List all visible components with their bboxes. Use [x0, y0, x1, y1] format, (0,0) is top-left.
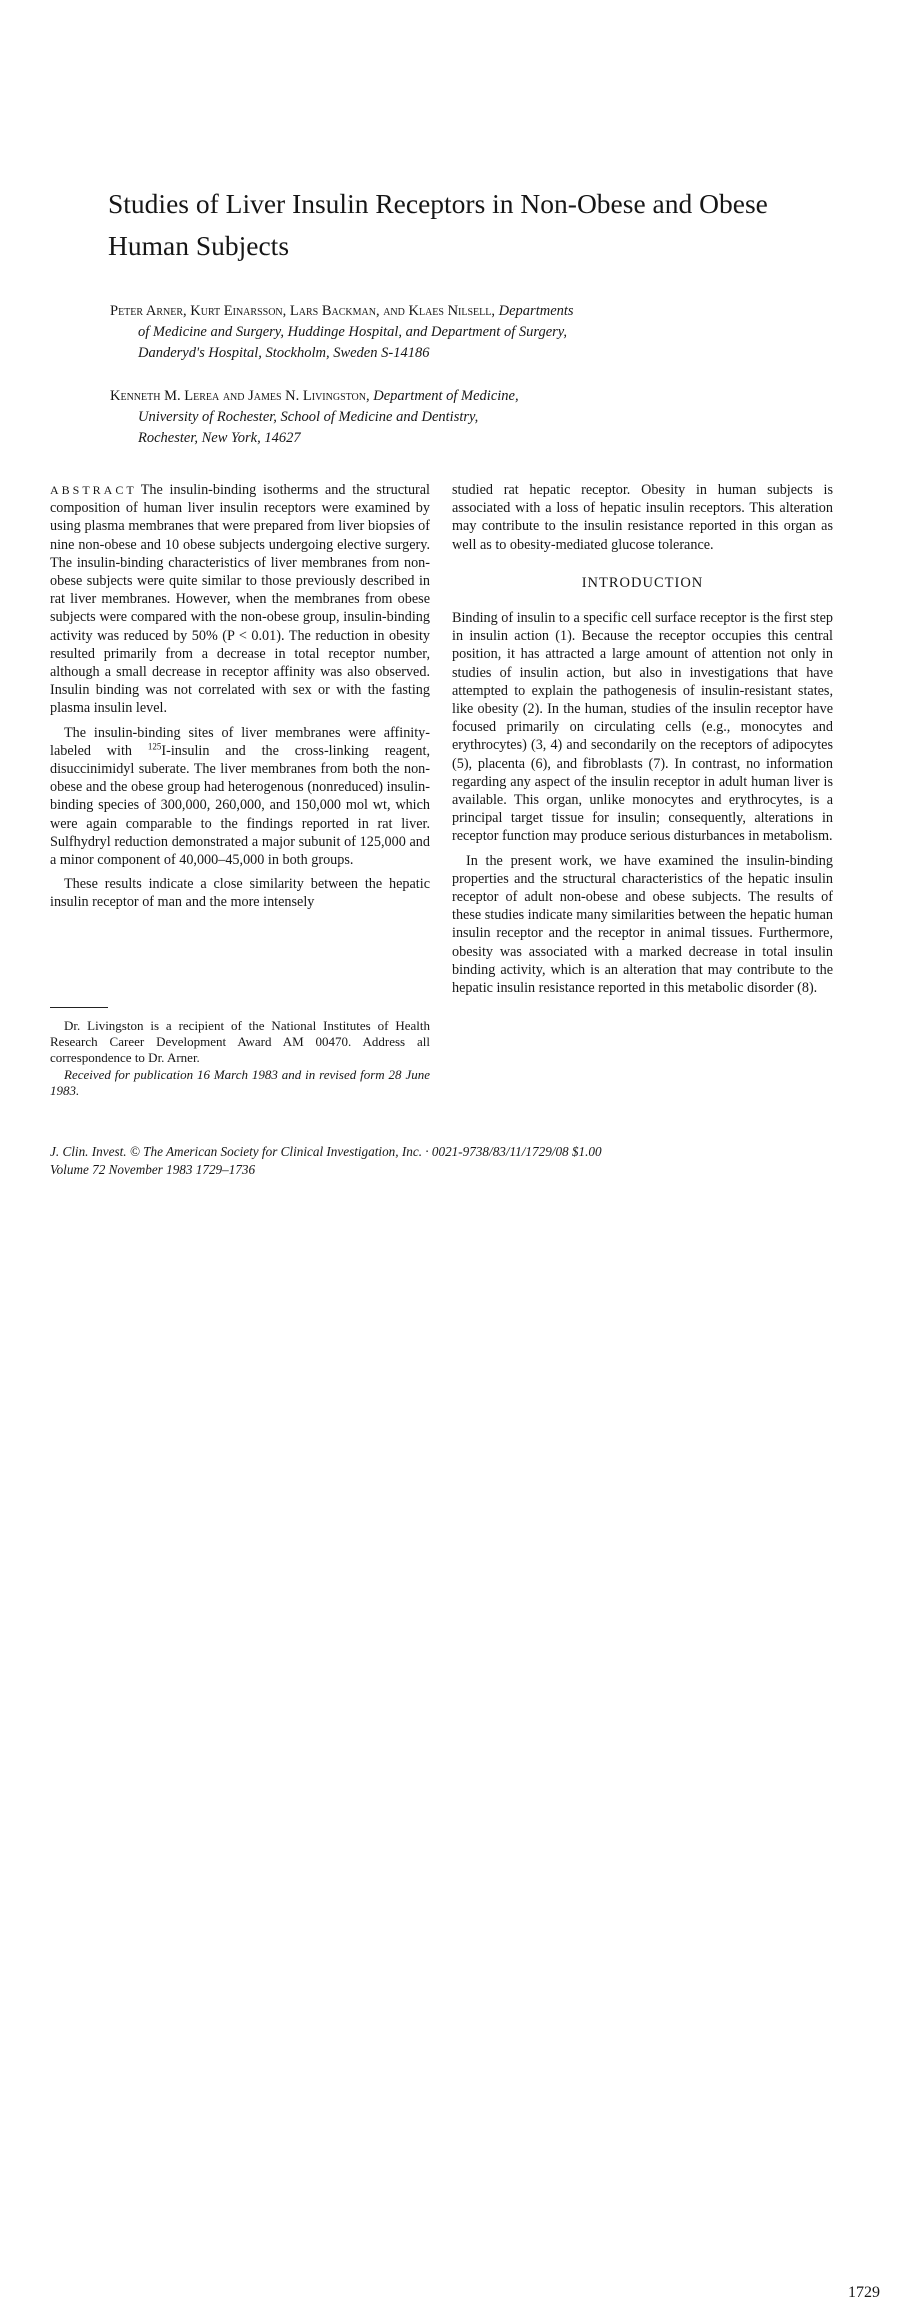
- left-column: [50, 481, 430, 912]
- page-number: 1729: [848, 2284, 880, 2301]
- abstract-paragraph-3-continued: studied rat hepatic receptor. Obesity in human subjects is associated with a loss of hepatic insulin receptors. This alteration may contribute to the insulin resistance reported in this organ as well as to obesity-mediated glucose tolerance.: [452, 482, 833, 553]
- affiliation-1-line-1: Departments: [498, 303, 574, 319]
- right-column: [452, 481, 833, 997]
- authors-block-2: [110, 386, 730, 449]
- footer-volume: Volume 72 November 1983 1729–1736: [50, 1162, 256, 1177]
- abstract-paragraph-1: ABSTRACT The insulin-binding isotherms and the structural composition of human liver insulin receptors were examined by using plasma membranes that were prepared from liver biopsies of nine non-obese and 10 obese subjects undergoing elective surgery. The insulin-binding characteristics of liver membranes from non-obese subjects were quite similar to those previously described in rat liver membranes. However, when the membranes from obese subjects were compared with the non-obese group, insulin-binding activity was reduced by 50% (P < 0.01). The reduction in obesity resulted primarily from a decrease in total receptor number, although a small decrease in receptor affinity was also observed. Insulin binding was not correlated with sex or with the fasting plasma insulin level.: [50, 482, 430, 717]
- footnote-1: Dr. Livingston is a recipient of the National Institutes of Health Research Career Development Award AM 00470. Address all correspondence to Dr. Arner.: [50, 1018, 430, 1066]
- footnote-divider: [50, 1007, 108, 1008]
- affiliation-2-line-3: Rochester, New York, 14627: [138, 430, 301, 446]
- affiliation-1-line-2: of Medicine and Surgery, Huddinge Hospital, and Department of Surgery,: [138, 324, 568, 340]
- abstract-paragraph-3: These results indicate a close similarity between the hepatic insulin receptor of man and the more intensely: [50, 876, 430, 911]
- author-names-1: Peter Arner, Kurt Einarsson, Lars Backman, and Klaes Nilsell,: [110, 303, 496, 319]
- footer-citation: J. Clin. Invest. © The American Society for Clinical Investigation, Inc. · 0021-9738/83/11/1729/08 $1.00: [50, 1144, 602, 1159]
- affiliation-2-line-1: Department of Medicine,: [373, 388, 519, 404]
- intro-paragraph-1: Binding of insulin to a specific cell surface receptor is the first step in insulin action (1). Because the receptor occupies this central position, it has attracted a large amount of attention not only in studies of insulin action, but also in investigations that have attempted to explain the pathogenesis of insulin-resistant states, like obesity (2). In the human, studies of the insulin receptor have focused primarily on circulating cells (e.g., monocytes and erythrocytes) (3, 4) and secondarily on the receptors of adipocytes (5), placenta (6), and fibroblasts (7). In contrast, no information regarding any aspect of the insulin receptor in adult human liver is available. This organ, unlike monocytes and erythrocytes, is a principal target tissue for insulin; consequently, alterations in receptor function may produce serious disturbances in metabolism.: [452, 610, 833, 845]
- article-title: Studies of Liver Insulin Receptors in Non-Obese and Obese Human Subjects: [108, 188, 768, 261]
- authors-block-1: [110, 301, 730, 364]
- intro-paragraph-2: In the present work, we have examined the insulin-binding properties and the structural characteristics of the hepatic insulin receptor of adult non-obese and obese subjects. The results of these studies indicate many similarities between the hepatic human insulin receptor and the receptor in animal tissues. Furthermore, obesity was associated with a marked decrease in total insulin binding activity, which is an alteration that may contribute to the hepatic insulin resistance reported in this metabolic disorder (8).: [452, 852, 833, 997]
- footnote-2: Received for publication 16 March 1983 and in revised form 28 June 1983.: [50, 1066, 430, 1098]
- affiliation-1-line-3: Danderyd's Hospital, Stockholm, Sweden S-14186: [138, 345, 430, 361]
- footnotes: [50, 1018, 430, 1099]
- author-names-2: Kenneth M. Lerea and James N. Livingston,: [110, 388, 370, 404]
- journal-footer: [50, 1143, 880, 2301]
- affiliation-2-line-2: University of Rochester, School of Medicine and Dentistry,: [138, 409, 479, 425]
- abstract-label: ABSTRACT: [50, 483, 137, 497]
- introduction-heading: INTRODUCTION: [581, 574, 704, 591]
- abstract-paragraph-2: The insulin-binding sites of liver membranes were affinity-labeled with $^{125}$I-insulin and the cross-linking reagent, disuccinimidyl suberate. The liver membranes from both the non-obese and the obese group had heterogenous (nonreduced) insulin-binding species of 300,000, 260,000, and 150,000 mol wt, which were again comparable to the findings reported in rat liver. Sulfhydryl reduction demonstrated a major subunit of 125,000 and a minor component of 40,000–45,000 in both groups.: [50, 724, 430, 869]
